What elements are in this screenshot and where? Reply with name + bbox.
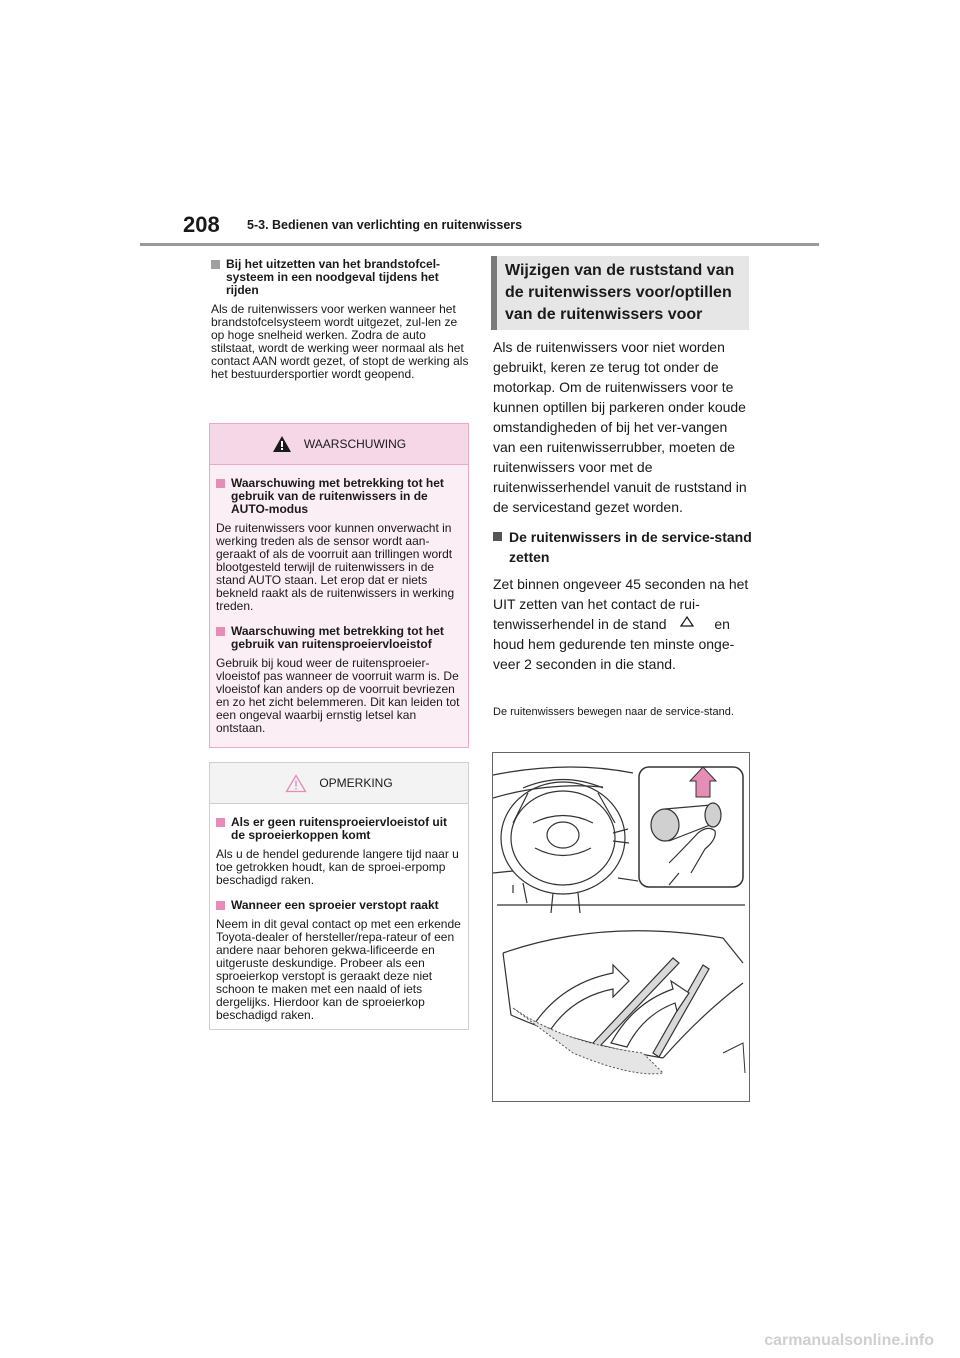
bullet-square-icon	[216, 627, 225, 636]
note-header	[210, 763, 468, 804]
bullet-square-icon	[216, 818, 225, 827]
bullet-square-icon	[216, 479, 225, 488]
warning-item-heading	[216, 625, 462, 651]
note-title: OPMERKING	[319, 776, 393, 790]
chapter-title: 5-3. Bedienen van verlichting en ruitenwissers	[247, 218, 523, 232]
section-body: Als de ruitenwissers voor werken wanneer het brandstofcelsysteem wordt uitgezet, zul-len ze op hoge snelheid werken. Zodra de auto stilstaat, wordt de werking weer normaal als het contact AAN wordt gezet, of stopt de werking als het bestuurdersportier wordt geopend.	[211, 302, 469, 381]
watermark: carmanualsonline.info	[764, 1332, 934, 1349]
bullet-square-icon	[211, 260, 220, 269]
note-item-heading	[216, 899, 462, 912]
bullet-square-icon	[493, 532, 502, 541]
warning-item-heading-text: Waarschuwing met betrekking tot het gebruik van ruitensproeiervloeistof	[231, 624, 444, 651]
instruction-paragraph	[493, 574, 751, 674]
warning-item-heading	[216, 477, 462, 516]
wiper-service-position-illustration	[492, 752, 750, 1102]
warning-title: WAARSCHUWING	[303, 437, 407, 451]
warning-box	[209, 423, 469, 748]
caution-triangle-icon	[285, 774, 307, 793]
section-heading	[211, 258, 469, 297]
note-item-text: Als u de hendel gedurende langere tijd naar u toe getrokken houdt, kan de sproei-erpomp beschadigd raken.	[216, 847, 459, 887]
section-heading-bar	[491, 256, 749, 330]
note-item-heading-text: Als er geen ruitensproeiervloeistof uit de sproeierkoppen komt	[231, 815, 448, 842]
note-item-heading-text: Wanneer een sproeier verstopt raakt	[231, 898, 439, 912]
section-heading-text: Bij het uitzetten van het brandstofcel-systeem in een noodgeval tijdens het rijden	[226, 257, 441, 297]
note-item-text: Neem in dit geval contact op met een erkende Toyota-dealer of hersteller/repa-rateur of een andere naar behoren gekwa-lificeerde en uitgeruste deskundige. Probeer als een sproeierkop verstopt is geraakt deze niet schoon te maken met een naald of iets dergelijks. Hierdoor kan de sproeierkop beschadigd raken.	[216, 917, 461, 1022]
left-section	[211, 258, 469, 381]
warning-header	[210, 424, 468, 465]
warning-triangle-icon	[272, 435, 292, 453]
result-note: De ruitenwissers bewegen naar de service-stand.	[493, 706, 734, 718]
header-rule	[140, 243, 819, 246]
subheading	[493, 527, 767, 567]
warning-item-heading-text: Waarschuwing met betrekking tot het gebruik van de ruitenwissers in de AUTO-modus	[231, 476, 444, 516]
instruction-text-1: Zet binnen ongeveer 45 seconden na het UIT zetten van het contact de rui-tenwisserhendel in de stand	[493, 576, 749, 632]
note-item-heading	[216, 816, 462, 842]
warning-item-text: Gebruik bij koud weer de ruitensproeier-vloeistof pas wanneer de voorruit warm is. De vloeistof kan anders op de voorruit bevriezen en zo het zicht belemmeren. Dit kan leiden tot een ongeval waarbij ernstig letsel kan ontstaan.	[216, 656, 460, 735]
bullet-square-icon	[216, 901, 225, 910]
instruction-text-2: en houd hem gedurende ten minste onge-veer 2 seconden in die stand.	[493, 616, 735, 672]
wiper-illustration-drawing	[493, 753, 749, 1101]
note-box	[209, 762, 469, 1030]
lever-up-position-icon	[680, 616, 694, 627]
heading-accent	[491, 256, 497, 330]
page-number: 208	[183, 212, 220, 237]
intro-paragraph: Als de ruitenwissers voor niet worden gebruikt, keren ze terug tot onder de motorkap. Om de ruitenwissers voor te kunnen optillen bij parkeren onder koude omstandigheden of bij het ver-vangen van een ruitenwisserrubber, moeten de ruitenwissers voor met de ruitenwisserhendel vanuit de ruststand in de servicestand gezet worden.	[493, 339, 747, 515]
warning-item-text: De ruitenwissers voor kunnen onverwacht in werking treden als de sensor wordt aan-geraakt of als de voorruit aan trillingen wordt blootgesteld terwijl de ruitenwissers in de stand AUTO staan. Let erop dat er niets bekneld raakt als de ruitenwissers in werking treden.	[216, 521, 455, 613]
subheading-text: De ruitenwissers in de service-stand zetten	[509, 529, 752, 565]
section-heading-title: Wijzigen van de ruststand van de ruitenwissers voor/optillen van de ruitenwissers voor	[505, 262, 735, 323]
